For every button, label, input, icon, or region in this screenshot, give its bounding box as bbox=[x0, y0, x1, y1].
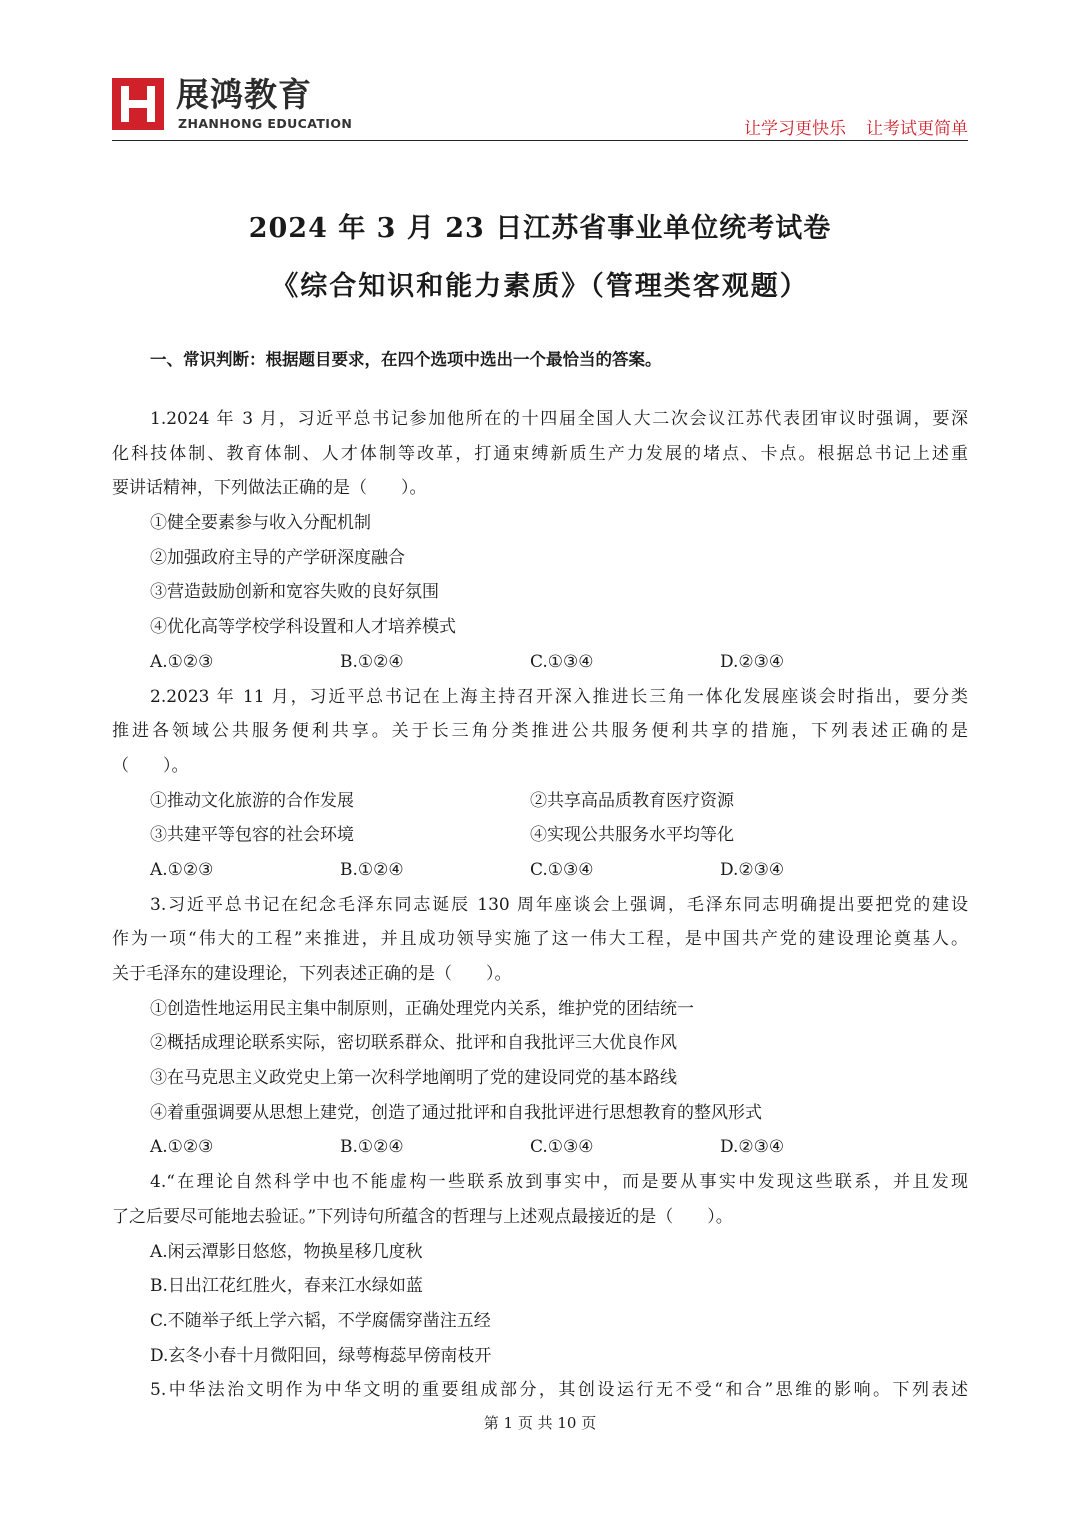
question-4 bbox=[112, 1165, 968, 1373]
option-a: A.闲云潭影日悠悠，物换星移几度秋 bbox=[150, 1241, 423, 1262]
option-d: D.②③④ bbox=[720, 859, 785, 880]
question-stem-line: 了之后要尽可能地去验证。”下列诗句所蕴含的哲理与上述观点最接近的是（ ）。 bbox=[112, 1206, 733, 1227]
statement-item: ③在马克思主义政党史上第一次科学地阐明了党的建设同党的基本路线 bbox=[150, 1068, 677, 1089]
option-c: C.①③④ bbox=[530, 651, 594, 672]
option-d: D.②③④ bbox=[720, 651, 785, 672]
answer-options bbox=[112, 645, 968, 680]
question-stem-line: 作为一项“伟大的工程”来推进，并且成功领导实施了这一伟大工程，是中国共产党的建设理论奠基人。 bbox=[112, 929, 968, 950]
statement-item: ②共享高品质教育医疗资源 bbox=[530, 790, 734, 811]
statement-item: ④优化高等学校学科设置和人才培养模式 bbox=[150, 617, 456, 638]
question-stem-line: 关于毛泽东的建设理论，下列表述正确的是（ ）。 bbox=[112, 964, 512, 984]
statement-item: ④着重强调要从思想上建党，创造了通过批评和自我批评进行思想教育的整风形式 bbox=[150, 1102, 762, 1123]
slogans bbox=[724, 114, 968, 139]
statement-row bbox=[112, 818, 968, 853]
answer-options bbox=[112, 853, 968, 888]
option-c: C.①③④ bbox=[530, 859, 594, 880]
question-5 bbox=[112, 1373, 968, 1408]
option-c: C.不随举子纸上学六韬，不学腐儒穿凿注五经 bbox=[150, 1310, 491, 1331]
option-d: D.②③④ bbox=[720, 1137, 785, 1158]
option-a: A.①②③ bbox=[150, 651, 214, 672]
page-subtitle: 《综合知识和能力素质》（管理类客观题） bbox=[271, 271, 809, 302]
slogan-1: 让学习更快乐 bbox=[744, 119, 846, 139]
brand-name-en: ZHANHONG EDUCATION bbox=[178, 116, 353, 131]
question-3 bbox=[112, 888, 968, 1166]
statement-item: ③营造鼓励创新和宽容失败的良好氛围 bbox=[150, 582, 439, 603]
question-stem-line: 推进各领域公共服务便利共享。关于长三角分类推进公共服务便利共享的措施，下列表述正确的是 bbox=[112, 721, 968, 742]
statement-item: ②概括成理论联系实际，密切联系群众、批评和自我批评三大优良作风 bbox=[150, 1033, 677, 1054]
question-1 bbox=[112, 402, 968, 680]
statement-item: ①推动文化旅游的合作发展 bbox=[150, 790, 354, 811]
question-stem-line: 1.2024 年 3 月，习近平总书记参加他所在的十四届全国人大二次会议江苏代表团审议时强调，要深 bbox=[150, 409, 968, 429]
option-a: A.①②③ bbox=[150, 1137, 214, 1158]
zhanhong-logo-icon bbox=[112, 78, 164, 130]
option-b: B.日出江花红胜火，春来江水绿如蓝 bbox=[150, 1276, 423, 1297]
page-title: 2024 年 3 月 23 日江苏省事业单位统考试卷 bbox=[248, 213, 832, 244]
section-heading: 一、常识判断：根据题目要求，在四个选项中选出一个最恰当的答案。 bbox=[150, 350, 662, 369]
question-stem-line: 3.习近平总书记在纪念毛泽东同志诞辰 130 周年座谈会上强调，毛泽东同志明确提出要把党的建设 bbox=[150, 894, 968, 915]
page-header bbox=[112, 74, 968, 142]
question-2 bbox=[112, 680, 968, 888]
statement-item: ③共建平等包容的社会环境 bbox=[150, 825, 354, 846]
page-number: 第 1 页 共 10 页 bbox=[483, 1414, 597, 1432]
question-stem-line: 5.中华法治文明作为中华文明的重要组成部分，其创设运行无不受“和合”思维的影响。下列表述 bbox=[150, 1380, 968, 1401]
option-c: C.①③④ bbox=[530, 1137, 594, 1158]
option-b: B.①②④ bbox=[340, 1137, 404, 1158]
slogan-2: 让考试更简单 bbox=[866, 119, 968, 139]
question-stem-line: 要讲话精神，下列做法正确的是（ ）。 bbox=[112, 478, 427, 499]
option-b: B.①②④ bbox=[340, 651, 404, 672]
header-divider bbox=[112, 140, 968, 141]
statement-item: ④实现公共服务水平均等化 bbox=[530, 825, 734, 846]
statement-item: ①创造性地运用民主集中制原则，正确处理党内关系，维护党的团结统一 bbox=[150, 998, 694, 1019]
answer-options bbox=[112, 1130, 968, 1165]
question-stem-line: 2.2023 年 11 月，习近平总书记在上海主持召开深入推进长三角一体化发展座谈会时指出，要分类 bbox=[150, 686, 968, 707]
question-list bbox=[112, 402, 968, 1408]
statement-item: ②加强政府主导的产学研深度融合 bbox=[150, 547, 405, 568]
question-stem-line: 化科技体制、教育体制、人才体制等改革，打通束缚新质生产力发展的堵点、卡点。根据总书记上述重 bbox=[112, 443, 968, 464]
statement-row bbox=[112, 784, 968, 819]
option-a: A.①②③ bbox=[150, 859, 214, 880]
question-stem-line: 4.“在理论自然科学中也不能虚构一些联系放到事实中，而是要从事实中发现这些联系，并且发现 bbox=[150, 1172, 968, 1193]
statement-item: ①健全要素参与收入分配机制 bbox=[150, 513, 371, 534]
option-d: D.玄冬小春十月微阳回，绿萼梅蕊早傍南枝开 bbox=[150, 1345, 492, 1366]
option-b: B.①②④ bbox=[340, 859, 404, 880]
brand-name: 展鸿教育 bbox=[176, 75, 312, 114]
question-stem-line: （ ）。 bbox=[112, 755, 189, 776]
